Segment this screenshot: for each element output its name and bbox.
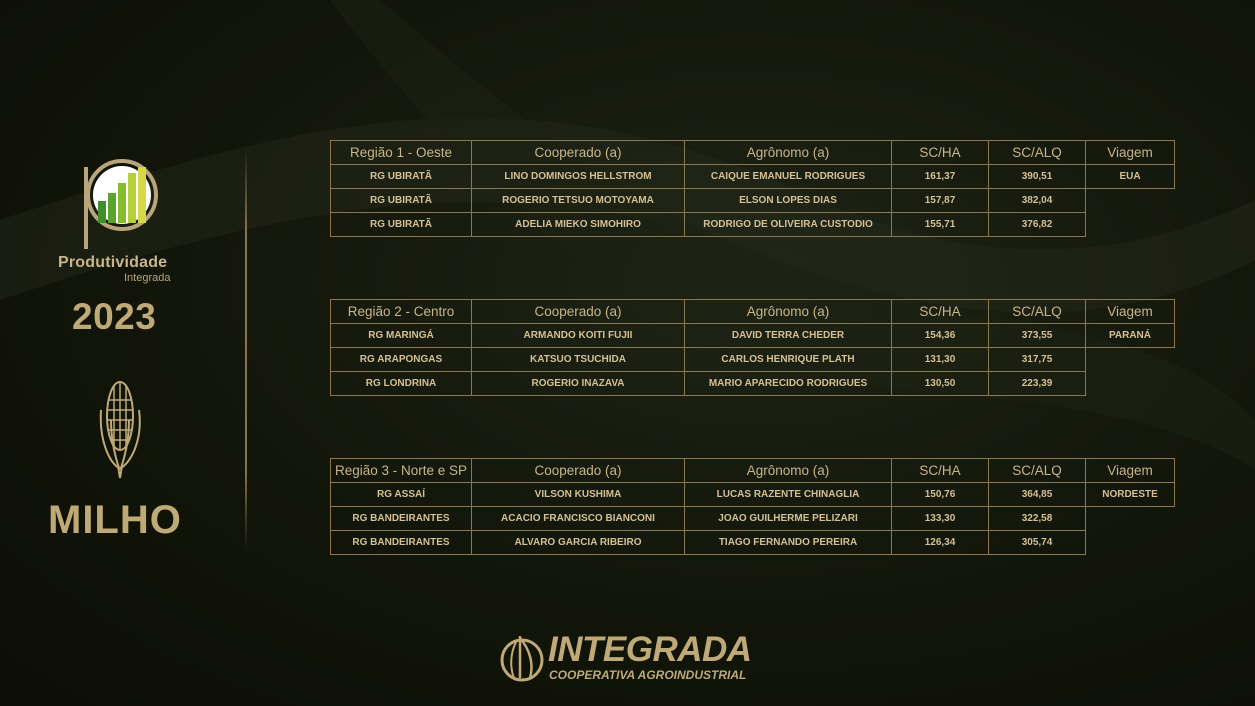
cell-agronomo: MARIO APARECIDO RODRIGUES xyxy=(685,372,892,396)
sail-logo-icon xyxy=(500,632,546,682)
cell-scha: 155,71 xyxy=(892,213,989,237)
cell-cooperado: ADELIA MIEKO SIMOHIRO xyxy=(472,213,685,237)
cell-cooperado: ROGERIO INAZAVA xyxy=(472,372,685,396)
cell-viagem: NORDESTE xyxy=(1086,483,1175,507)
productivity-chart-logo-icon xyxy=(80,157,160,252)
brand-subtitle: Integrada xyxy=(124,272,171,284)
table-row xyxy=(331,348,1175,372)
cell-cooperado: ROGERIO TETSUO MOTOYAMA xyxy=(472,189,685,213)
vertical-divider xyxy=(245,150,247,550)
cell-cooperado: VILSON KUSHIMA xyxy=(472,483,685,507)
header-scalq: SC/ALQ xyxy=(989,300,1086,324)
cell-rg: RG ARAPONGAS xyxy=(331,348,472,372)
cell-scha: 130,50 xyxy=(892,372,989,396)
cell-empty xyxy=(1086,348,1175,372)
header-agronomo: Agrônomo (a) xyxy=(685,300,892,324)
cell-scha: 126,34 xyxy=(892,531,989,555)
table-row xyxy=(331,324,1175,348)
cell-rg: RG MARINGÁ xyxy=(331,324,472,348)
cell-scalq: 322,58 xyxy=(989,507,1086,531)
cell-scalq: 317,75 xyxy=(989,348,1086,372)
header-agronomo: Agrônomo (a) xyxy=(685,459,892,483)
header-cooperado: Cooperado (a) xyxy=(472,141,685,165)
brand-name: Produtividade xyxy=(58,254,168,271)
cell-agronomo: ELSON LOPES DIAS xyxy=(685,189,892,213)
region-title: Região 2 - Centro xyxy=(331,300,472,324)
table-header-row xyxy=(331,300,1175,324)
corn-icon xyxy=(99,380,143,480)
header-scalq: SC/ALQ xyxy=(989,459,1086,483)
header-cooperado: Cooperado (a) xyxy=(472,300,685,324)
table-row xyxy=(331,213,1175,237)
cell-rg: RG BANDEIRANTES xyxy=(331,531,472,555)
cell-scalq: 373,55 xyxy=(989,324,1086,348)
cell-scha: 150,76 xyxy=(892,483,989,507)
cell-rg: RG LONDRINA xyxy=(331,372,472,396)
header-cooperado: Cooperado (a) xyxy=(472,459,685,483)
footer-subtitle: COOPERATIVA AGROINDUSTRIAL xyxy=(549,668,747,682)
cell-rg: RG ASSAÍ xyxy=(331,483,472,507)
cell-agronomo: TIAGO FERNANDO PEREIRA xyxy=(685,531,892,555)
cell-empty xyxy=(1086,213,1175,237)
cell-empty xyxy=(1086,531,1175,555)
cell-scalq: 376,82 xyxy=(989,213,1086,237)
table-header-row xyxy=(331,141,1175,165)
cell-scalq: 364,85 xyxy=(989,483,1086,507)
cell-scha: 133,30 xyxy=(892,507,989,531)
table-row xyxy=(331,531,1175,555)
cell-empty xyxy=(1086,189,1175,213)
cell-scalq: 382,04 xyxy=(989,189,1086,213)
cell-viagem: EUA xyxy=(1086,165,1175,189)
cell-scha: 157,87 xyxy=(892,189,989,213)
header-agronomo: Agrônomo (a) xyxy=(685,141,892,165)
cell-cooperado: ARMANDO KOITI FUJII xyxy=(472,324,685,348)
cell-rg: RG UBIRATÃ xyxy=(331,165,472,189)
cell-rg: RG UBIRATÃ xyxy=(331,213,472,237)
cell-viagem: PARANÁ xyxy=(1086,324,1175,348)
region-1-table xyxy=(330,140,1175,237)
cell-scalq: 305,74 xyxy=(989,531,1086,555)
cell-agronomo: DAVID TERRA CHEDER xyxy=(685,324,892,348)
table-row xyxy=(331,507,1175,531)
table-row xyxy=(331,189,1175,213)
cell-scha: 131,30 xyxy=(892,348,989,372)
header-scalq: SC/ALQ xyxy=(989,141,1086,165)
region-2-table xyxy=(330,299,1175,396)
table-row xyxy=(331,372,1175,396)
crop-title: MILHO xyxy=(48,498,182,542)
cell-scha: 161,37 xyxy=(892,165,989,189)
cell-agronomo: JOAO GUILHERME PELIZARI xyxy=(685,507,892,531)
cell-scalq: 390,51 xyxy=(989,165,1086,189)
cell-cooperado: ACACIO FRANCISCO BIANCONI xyxy=(472,507,685,531)
header-scha: SC/HA xyxy=(892,459,989,483)
cell-empty xyxy=(1086,507,1175,531)
header-scha: SC/HA xyxy=(892,300,989,324)
cell-rg: RG BANDEIRANTES xyxy=(331,507,472,531)
header-viagem: Viagem xyxy=(1086,300,1175,324)
region-title: Região 1 - Oeste xyxy=(331,141,472,165)
header-viagem: Viagem xyxy=(1086,459,1175,483)
header-viagem: Viagem xyxy=(1086,141,1175,165)
cell-cooperado: LINO DOMINGOS HELLSTROM xyxy=(472,165,685,189)
cell-agronomo: LUCAS RAZENTE CHINAGLIA xyxy=(685,483,892,507)
table-row xyxy=(331,165,1175,189)
table-header-row xyxy=(331,459,1175,483)
region-title: Região 3 - Norte e SP xyxy=(331,459,472,483)
cell-agronomo: CARLOS HENRIQUE PLATH xyxy=(685,348,892,372)
cell-cooperado: ALVARO GARCIA RIBEIRO xyxy=(472,531,685,555)
cell-cooperado: KATSUO TSUCHIDA xyxy=(472,348,685,372)
cell-scalq: 223,39 xyxy=(989,372,1086,396)
region-3-table xyxy=(330,458,1175,555)
cell-agronomo: RODRIGO DE OLIVEIRA CUSTODIO xyxy=(685,213,892,237)
footer-title: INTEGRADA xyxy=(548,630,752,669)
header-scha: SC/HA xyxy=(892,141,989,165)
year-label: 2023 xyxy=(72,296,157,337)
table-row xyxy=(331,483,1175,507)
cell-scha: 154,36 xyxy=(892,324,989,348)
cell-rg: RG UBIRATÃ xyxy=(331,189,472,213)
cell-empty xyxy=(1086,372,1175,396)
cell-agronomo: CAIQUE EMANUEL RODRIGUES xyxy=(685,165,892,189)
